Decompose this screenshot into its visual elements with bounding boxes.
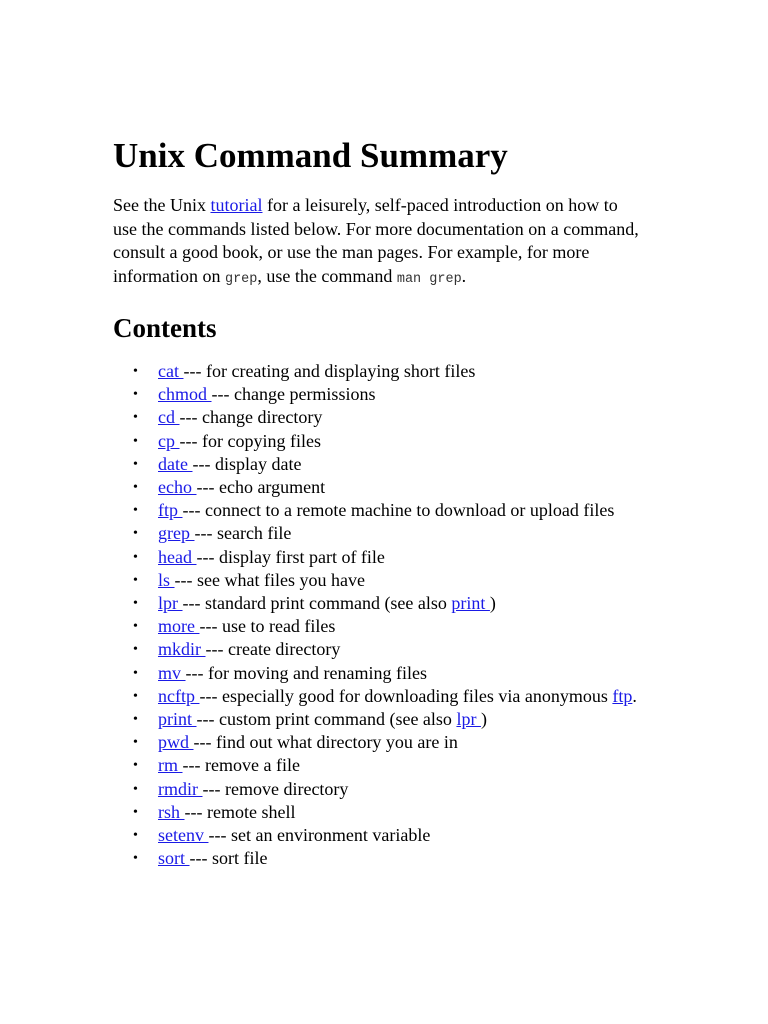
bullet-icon: • [133, 480, 138, 496]
command-description-tail: . [632, 685, 637, 706]
command-item [113, 406, 648, 429]
command-link[interactable]: rm [158, 755, 183, 776]
command-item [113, 754, 648, 777]
command-item [113, 430, 648, 453]
command-link[interactable]: ls [158, 569, 175, 590]
bullet-icon: • [133, 735, 138, 751]
command-description: --- find out what directory you are in [193, 732, 458, 753]
bullet-icon: • [133, 456, 138, 472]
tutorial-link[interactable]: tutorial [210, 195, 263, 215]
command-description: --- echo argument [196, 477, 326, 498]
see-also-link[interactable]: print [451, 593, 490, 614]
command-description: --- custom print command (see also [196, 709, 457, 730]
bullet-icon: • [133, 433, 138, 449]
intro-text-3: , use the command [257, 265, 397, 286]
intro-text-2: for a leisurely, self-paced introduction on how to use the commands listed below. For more documentation on a command, consult a good book, or use the man pages. For example, for more information on [113, 195, 639, 286]
command-link[interactable]: cat [158, 361, 184, 381]
command-description: --- connect to a remote machine to download or upload files [182, 500, 615, 521]
command-link[interactable]: rmdir [158, 778, 203, 799]
command-item [113, 546, 648, 569]
command-description: --- see what files you have [174, 569, 365, 590]
command-description-tail: ) [489, 593, 496, 614]
command-description: --- remote shell [184, 801, 296, 822]
command-description: --- remove directory [202, 778, 349, 799]
page-title: Unix Command Summary [113, 136, 508, 175]
bullet-icon: • [133, 828, 138, 844]
bullet-icon: • [133, 804, 138, 820]
command-description: --- change directory [179, 407, 323, 428]
command-link[interactable]: head [158, 546, 197, 567]
bullet-icon: • [133, 410, 138, 426]
bullet-icon: • [133, 503, 138, 519]
command-description: --- sort file [189, 848, 268, 869]
command-description: --- especially good for downloading files via anonymous [199, 685, 613, 706]
command-description: --- standard print command (see also [182, 593, 452, 614]
command-link[interactable]: grep [158, 523, 195, 544]
command-item [113, 824, 648, 847]
bullet-icon: • [133, 688, 138, 704]
command-item [113, 662, 648, 685]
bullet-icon: • [133, 619, 138, 635]
bullet-icon: • [133, 781, 138, 797]
intro-paragraph [113, 194, 643, 291]
intro-text-4: . [461, 265, 467, 286]
command-description: --- remove a file [182, 755, 300, 776]
command-item [113, 731, 648, 754]
command-item [113, 685, 648, 708]
command-item [113, 499, 648, 522]
command-description: --- set an environment variable [208, 825, 431, 846]
command-link[interactable]: ftp [158, 500, 183, 521]
command-description-tail: ) [480, 709, 487, 730]
command-link[interactable]: setenv [158, 825, 209, 846]
intro-text-1: See the Unix [113, 195, 211, 215]
command-item [113, 592, 648, 615]
command-description: --- for moving and renaming files [185, 662, 427, 683]
command-item [113, 778, 648, 801]
command-link[interactable]: pwd [158, 732, 194, 753]
bullet-icon: • [133, 642, 138, 658]
command-link[interactable]: cp [158, 430, 180, 451]
command-item [113, 569, 648, 592]
see-also-link[interactable]: ftp [612, 685, 633, 706]
bullet-icon: • [133, 712, 138, 728]
command-link[interactable]: sort [158, 848, 190, 869]
command-description: --- display date [192, 453, 302, 474]
command-link[interactable]: more [158, 616, 200, 637]
command-link[interactable]: chmod [158, 384, 212, 405]
bullet-icon: • [133, 526, 138, 542]
command-item [113, 360, 648, 383]
command-item [113, 615, 648, 638]
command-link[interactable]: lpr [158, 593, 183, 614]
see-also-link[interactable]: lpr [456, 709, 481, 730]
command-item [113, 801, 648, 824]
bullet-icon: • [133, 851, 138, 867]
command-link[interactable]: cd [158, 407, 180, 428]
command-item [113, 383, 648, 406]
command-description: --- display first part of file [196, 546, 385, 567]
command-link[interactable]: mkdir [158, 639, 206, 660]
command-description: --- create directory [205, 639, 341, 660]
command-link[interactable]: ncftp [158, 685, 200, 706]
command-description: --- search file [194, 523, 292, 544]
command-item [113, 847, 648, 870]
command-item [113, 638, 648, 661]
command-description: --- for copying files [179, 430, 321, 451]
bullet-icon: • [133, 572, 138, 588]
command-link[interactable]: echo [158, 477, 197, 498]
command-description: --- use to read files [199, 616, 336, 637]
command-item [113, 522, 648, 545]
command-item [113, 708, 648, 731]
command-link[interactable]: mv [158, 662, 186, 683]
command-link[interactable]: rsh [158, 801, 185, 822]
document-page [113, 132, 653, 870]
command-description: --- change permissions [211, 384, 376, 405]
grep-code: grep [224, 271, 258, 287]
command-description: --- for creating and displaying short files [183, 361, 476, 381]
bullet-icon: • [133, 387, 138, 403]
command-link[interactable]: print [158, 709, 197, 730]
bullet-icon: • [133, 549, 138, 565]
command-item [113, 476, 648, 499]
man-grep-code: man grep [396, 271, 462, 287]
contents-heading: Contents [113, 313, 217, 343]
bullet-icon: • [133, 758, 138, 774]
command-item [113, 453, 648, 476]
bullet-icon: • [133, 364, 138, 379]
bullet-icon: • [133, 665, 138, 681]
command-link[interactable]: date [158, 453, 193, 474]
bullet-icon: • [133, 596, 138, 612]
command-list [113, 360, 653, 870]
